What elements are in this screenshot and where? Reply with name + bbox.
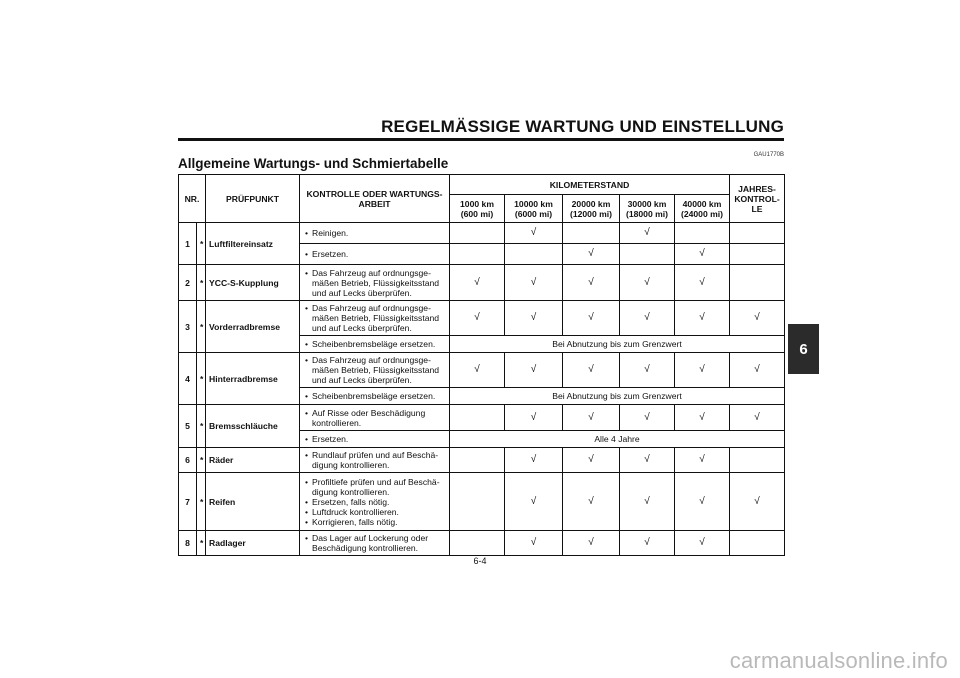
doc-code: GAU1770B (753, 152, 784, 158)
check-cell (450, 473, 505, 531)
row-work (300, 244, 450, 265)
check-cell (450, 448, 505, 473)
check-cell: √ (620, 473, 675, 531)
check-cell (450, 531, 505, 556)
work-bullet: • Rundlauf prüfen und auf Beschä- digung kontrollieren. (303, 450, 446, 470)
check-cell: √ (620, 265, 675, 301)
check-cell (730, 244, 785, 265)
work-bullet: • Reinigen. (303, 228, 446, 238)
row-work (300, 405, 450, 431)
work-bullet: • Scheibenbremsbeläge ersetzen. (303, 339, 446, 349)
header-work: KONTROLLE ODER WARTUNGS- ARBEIT (300, 175, 450, 223)
work-bullet: • Scheibenbremsbeläge ersetzen. (303, 391, 446, 401)
interval-note: Bei Abnutzung bis zum Grenzwert (450, 336, 785, 353)
check-cell: √ (675, 473, 730, 531)
check-cell (450, 405, 505, 431)
row-number: 5 (179, 405, 197, 448)
check-cell: √ (450, 301, 505, 336)
check-cell (730, 223, 785, 244)
check-cell: √ (730, 473, 785, 531)
page-number: 6-4 (473, 556, 487, 566)
check-cell: √ (675, 448, 730, 473)
table-row (179, 473, 785, 531)
chapter-tab[interactable]: 6 (788, 324, 819, 374)
row-item: Vorderradbremse (206, 301, 300, 353)
row-number: 7 (179, 473, 197, 531)
row-number: 1 (179, 223, 197, 265)
work-bullet: • Profiltiefe prüfen und auf Beschä- digung kontrollieren. (303, 477, 446, 497)
check-cell: √ (563, 473, 620, 531)
check-cell: √ (505, 473, 563, 531)
check-cell (675, 223, 730, 244)
row-number: 4 (179, 353, 197, 405)
work-bullet: • Das Lager auf Lockerung oder Beschädigung kontrollieren. (303, 533, 446, 553)
row-item: Radlager (206, 531, 300, 556)
check-cell: √ (563, 448, 620, 473)
table-row (179, 301, 785, 336)
check-cell: √ (505, 448, 563, 473)
work-bullet: • Ersetzen. (303, 249, 446, 259)
row-star: * (197, 448, 206, 473)
work-bullet: • Das Fahrzeug auf ordnungsge- mäßen Betrieb, Flüssigkeitsstand und auf Lecks überprüfen. (303, 303, 446, 333)
check-cell: √ (505, 531, 563, 556)
check-cell (730, 531, 785, 556)
table-row (179, 223, 785, 244)
header-item: PRÜFPUNKT (206, 175, 300, 223)
row-number: 6 (179, 448, 197, 473)
work-bullet: • Ersetzen. (303, 434, 446, 444)
row-work (300, 353, 450, 388)
check-cell: √ (620, 301, 675, 336)
row-star: * (197, 473, 206, 531)
row-star: * (197, 531, 206, 556)
row-work (300, 388, 450, 405)
row-work (300, 448, 450, 473)
check-cell: √ (563, 301, 620, 336)
row-work (300, 531, 450, 556)
check-cell: √ (505, 265, 563, 301)
check-cell (563, 223, 620, 244)
check-cell: √ (620, 448, 675, 473)
interval-note: Alle 4 Jahre (450, 431, 785, 448)
row-star: * (197, 265, 206, 301)
header-km-col: 10000 km (6000 mi) (505, 195, 563, 223)
check-cell: √ (563, 353, 620, 388)
row-work (300, 223, 450, 244)
row-star: * (197, 353, 206, 405)
table-row (179, 448, 785, 473)
table-row (179, 405, 785, 431)
check-cell: √ (675, 301, 730, 336)
row-item: Reifen (206, 473, 300, 531)
maintenance-table (178, 174, 785, 556)
row-star: * (197, 223, 206, 265)
interval-note: Bei Abnutzung bis zum Grenzwert (450, 388, 785, 405)
work-bullet: • Korrigieren, falls nötig. (303, 517, 446, 527)
row-work (300, 336, 450, 353)
header-km-col: 40000 km (24000 mi) (675, 195, 730, 223)
check-cell: √ (730, 353, 785, 388)
table-row (179, 265, 785, 301)
check-cell: √ (675, 353, 730, 388)
row-work (300, 431, 450, 448)
check-cell: √ (675, 405, 730, 431)
check-cell: √ (675, 265, 730, 301)
check-cell: √ (505, 405, 563, 431)
check-cell: √ (730, 301, 785, 336)
row-work (300, 473, 450, 531)
check-cell (450, 223, 505, 244)
watermark: carmanualsonline.info (729, 648, 948, 673)
check-cell: √ (505, 301, 563, 336)
check-cell (620, 244, 675, 265)
row-item: Bremsschläuche (206, 405, 300, 448)
row-item: Luftfiltereinsatz (206, 223, 300, 265)
row-item: YCC-S-Kupplung (206, 265, 300, 301)
check-cell (730, 265, 785, 301)
row-item: Hinterradbremse (206, 353, 300, 405)
page-title: REGELMÄSSIGE WARTUNG UND EINSTELLUNG (381, 117, 784, 136)
header-km-col: 30000 km (18000 mi) (620, 195, 675, 223)
work-bullet: • Das Fahrzeug auf ordnungsge- mäßen Betrieb, Flüssigkeitsstand und auf Lecks überprüfen. (303, 355, 446, 385)
header-km-col: 1000 km (600 mi) (450, 195, 505, 223)
check-cell: √ (505, 353, 563, 388)
header-nr: NR. (179, 175, 206, 223)
row-number: 8 (179, 531, 197, 556)
section-title: Allgemeine Wartungs- und Schmiertabelle (178, 156, 449, 171)
row-item: Räder (206, 448, 300, 473)
check-cell: √ (450, 353, 505, 388)
row-star: * (197, 405, 206, 448)
check-cell: √ (563, 265, 620, 301)
check-cell: √ (675, 531, 730, 556)
check-cell: √ (563, 244, 620, 265)
check-cell: √ (620, 353, 675, 388)
work-bullet: • Ersetzen, falls nötig. (303, 497, 446, 507)
title-rule (178, 138, 784, 141)
check-cell: √ (730, 405, 785, 431)
check-cell: √ (563, 531, 620, 556)
table-row (179, 531, 785, 556)
check-cell: √ (563, 405, 620, 431)
check-cell (730, 448, 785, 473)
check-cell: √ (675, 244, 730, 265)
header-km: KILOMETERSTAND (450, 175, 730, 195)
row-work (300, 301, 450, 336)
check-cell: √ (620, 223, 675, 244)
check-cell: √ (505, 223, 563, 244)
row-number: 2 (179, 265, 197, 301)
check-cell: √ (450, 265, 505, 301)
row-work (300, 265, 450, 301)
check-cell: √ (620, 531, 675, 556)
header-annual: JAHRES- KONTROL- LE (730, 175, 785, 223)
header-km-col: 20000 km (12000 mi) (563, 195, 620, 223)
row-number: 3 (179, 301, 197, 353)
work-bullet: • Auf Risse oder Beschädigung kontrollieren. (303, 408, 446, 428)
work-bullet: • Luftdruck kontrollieren. (303, 507, 446, 517)
table-row (179, 353, 785, 388)
check-cell: √ (620, 405, 675, 431)
check-cell (505, 244, 563, 265)
row-star: * (197, 301, 206, 353)
check-cell (450, 244, 505, 265)
work-bullet: • Das Fahrzeug auf ordnungsge- mäßen Betrieb, Flüssigkeitsstand und auf Lecks überprüfen. (303, 268, 446, 298)
